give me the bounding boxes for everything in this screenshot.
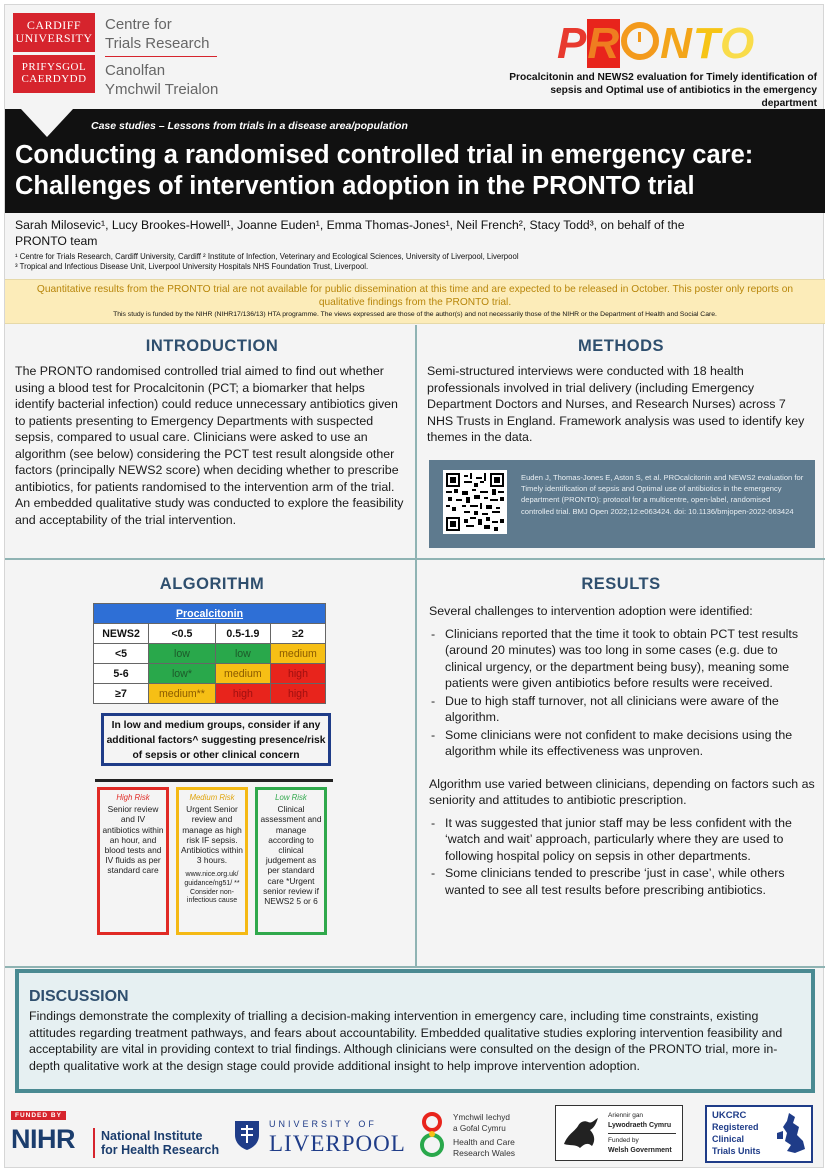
centre-line4: Ymchwil Treialon xyxy=(105,81,219,98)
results-list-2 xyxy=(429,815,815,899)
risk-cell: medium xyxy=(215,664,270,684)
liverpool-crest-icon xyxy=(233,1119,261,1151)
high-risk-box xyxy=(97,787,169,935)
welsh-line1: Ariennir gan xyxy=(608,1112,644,1119)
centre-line3: Canolfan xyxy=(105,62,166,79)
medium-risk-box xyxy=(176,787,248,935)
medium-risk-text: Urgent Senior review and manage as high risk IF sepsis. Antibiotics within 3 hours. xyxy=(181,804,243,866)
results-para2: Algorithm use varied between clinicians, depending on factors such as seniority and attitudes to antibiotic prescription. xyxy=(429,776,815,807)
methods-heading: METHODS xyxy=(578,337,664,355)
hcrw-line4: Research Wales xyxy=(453,1148,516,1158)
risk-cell: high xyxy=(215,684,270,704)
column-header: <0.5 xyxy=(149,624,216,644)
notice-text: Quantitative results from the PRONTO trial are not available for public dissemination at this time and are expected to be released in October. This poster only reports on qualitative findings from the PRONTO trial. xyxy=(36,284,794,308)
results-list-1 xyxy=(429,626,815,760)
authors xyxy=(15,217,815,249)
centre-line1: Centre for xyxy=(105,16,172,33)
welsh-line4: Welsh Government xyxy=(608,1147,672,1154)
cardiff-university-logo xyxy=(13,13,95,93)
medium-risk-note: www.nice.org.uk/ guidance/ng51/ ** Consider non-infectious cause xyxy=(184,871,240,905)
centre-divider xyxy=(105,56,217,57)
title-line2: Challenges of intervention adoption in the PRONTO trial xyxy=(15,172,695,200)
column-header: ≥2 xyxy=(270,624,325,644)
list-item: - Clinicians reported that the time it took to obtain PCT test results (around 20 minutes) was too long in some cases (e.g. due to clinical urgency, or the department being busy), meaning some patients were given antibiotics before results were received. xyxy=(429,626,815,692)
funding-statement: This study is funded by the NIHR (NIHR17/136/13) HTA programme. The views expressed are those of the author(s) and not necessarily those of the NIHR or the Department of Health and Social Care. xyxy=(113,311,717,318)
qr-code[interactable] xyxy=(443,470,507,534)
introduction-body: The PRONTO randomised controlled trial aimed to find out whether using a blood test for Procalcitonin (PCT; a biomarker that helps identify bacterial infection) could reduce unnecessary antibiotics given to patients presenting to Emergency Departments with suspected sepsis, compared to usual care. Clinicians were asked to use an algorithm (see below) considering the PCT test result alongside other factors (principally NEWS2 score) when deciding whether to prescribe antibiotics, for patients randomised to the intervention arm of the trial. An embedded qualitative study was conducted to explore the feasibility and acceptability of the trial intervention. xyxy=(15,364,404,527)
nihr-logo xyxy=(9,1109,225,1163)
affiliation-1: ¹ Centre for Trials Research, Cardiff University, Cardiff ² Institute of Infection, Veterinary and Ecological Sciences, University of Liverpool, Liverpool xyxy=(15,252,519,261)
risk-cell: low xyxy=(149,644,216,664)
header-notch xyxy=(21,109,73,137)
welsh-line2: Lywodraeth Cymru xyxy=(608,1122,672,1129)
pronto-logo: PR NTO xyxy=(557,19,756,68)
column-divider-top xyxy=(415,325,417,559)
ukcrc-line4: Trials Units xyxy=(712,1146,761,1156)
cardiff-logo-bottom: PRIFYSGOL CAERDYDD xyxy=(13,55,95,93)
table-row xyxy=(94,684,326,704)
case-study-subtitle: Case studies – Lessons from trials in a disease area/population xyxy=(91,120,408,132)
hcrw-line3: Health and Care xyxy=(453,1137,515,1147)
liverpool-logo xyxy=(233,1115,405,1161)
ukcrc-logo xyxy=(705,1105,813,1163)
row-label: 5-6 xyxy=(94,664,149,684)
discussion-body: Findings demonstrate the complexity of trialling a decision-making intervention in emergency care, including time constraints, existing attitudes regarding treatment pathways, and fears about accountability. Embedded qualitative studies exploring intervention feasibility and acceptability are vital in providing context to trial findings. Although clinicians were consulted on the design of the PRONTO trial, more in-depth qualitative work at the design stage could provide additional insight to help improve intervention adoption. xyxy=(29,1009,783,1073)
table-title: Procalcitonin xyxy=(94,604,326,624)
low-risk-text: Clinical assessment and manage according to clinical judgement as per standard care *Urgent senior review if NEWS2 5 or 6 xyxy=(260,804,322,907)
authors-line2: PRONTO team xyxy=(15,234,98,248)
citation-box xyxy=(429,460,815,548)
results-heading: RESULTS xyxy=(581,575,661,593)
clock-icon xyxy=(621,22,659,60)
methods-body: Semi-structured interviews were conducted with 18 health professionals involved in trial delivery (including Emergency Department Doctors and Nurses, and Research Nurses) across 7 NHS Trusts in England. Framework analysis was used to identify key themes in the data. xyxy=(427,364,805,444)
hcrw-line1: Ymchwil Iechyd xyxy=(453,1113,510,1122)
ukcrc-line1: UKCRC xyxy=(712,1110,747,1121)
welsh-dragon-icon xyxy=(560,1114,602,1152)
column-divider-bottom xyxy=(415,559,417,967)
ukcrc-line3: Clinical xyxy=(712,1134,745,1144)
nihr-text-1: National Institute xyxy=(101,1129,203,1143)
introduction-heading: INTRODUCTION xyxy=(145,337,279,355)
poster-title xyxy=(15,140,815,202)
cardiff-logo-top: CARDIFF UNIVERSITY xyxy=(13,13,95,52)
liverpool-wordmark: LIVERPOOL xyxy=(269,1131,406,1156)
column-header: 0.5-1.9 xyxy=(215,624,270,644)
risk-cell: low xyxy=(215,644,270,664)
poster xyxy=(4,4,824,1168)
low-risk-label: Low Risk xyxy=(275,793,307,802)
nihr-wordmark: NIHR xyxy=(11,1124,75,1154)
algorithm-heading: ALGORITHM xyxy=(159,575,265,593)
low-risk-box xyxy=(255,787,327,935)
uk-map-icon xyxy=(773,1111,809,1157)
results-body xyxy=(429,603,815,899)
nihr-text-2: for Health Research xyxy=(101,1143,220,1157)
row-divider-bottom xyxy=(5,966,825,968)
list-item: - Some clinicians tended to prescribe ‘just in case’, while others wanted to see all test results before prescribing antibiotics. xyxy=(429,865,815,898)
column-header: NEWS2 xyxy=(94,624,149,644)
list-item: - Due to high staff turnover, not all clinicians were aware of the algorithm. xyxy=(429,693,815,726)
discussion-heading: DISCUSSION xyxy=(29,988,129,1005)
results-intro: Several challenges to intervention adoption were identified: xyxy=(429,604,753,618)
hcrw-figure-icon xyxy=(419,1109,445,1161)
centre-line2: Trials Research xyxy=(105,35,210,52)
algorithm-note: In low and medium groups, consider if any additional factors^ suggesting presence/risk of sepsis or other clinical concern xyxy=(101,713,331,766)
liverpool-top: UNIVERSITY OF xyxy=(269,1119,377,1129)
row-label: ≥7 xyxy=(94,684,149,704)
authors-line1: Sarah Milosevic¹, Lucy Brookes-Howell¹, Joanne Euden¹, Emma Thomas-Jones¹, Neil French², Stacy Todd³, on behalf of the xyxy=(15,218,685,232)
affiliations xyxy=(15,252,815,272)
table-row xyxy=(94,664,326,684)
welsh-government-logo xyxy=(555,1105,683,1161)
algorithm-table xyxy=(93,603,326,704)
risk-cell: high xyxy=(270,684,325,704)
welsh-line3: Funded by xyxy=(608,1137,639,1144)
citation-text: Euden J, Thomas-Jones E, Aston S, et al. PROcalcitonin and NEWS2 evaluation for Timely identification of sepsis and Optimal use of antibiotics in the emergency department (PRONTO): protocol for a multicentre, open-label, randomised controlled trial. BMJ Open 2022;12:e063424. doi: 10.1136/bmjopen-2022-063424 xyxy=(521,473,804,516)
risk-cell: low* xyxy=(149,664,216,684)
hcrw-line2: a Gofal Cymru xyxy=(453,1124,506,1133)
ukcrc-line2: Registered xyxy=(712,1122,759,1132)
welsh-divider xyxy=(608,1133,676,1134)
risk-cell: high xyxy=(270,664,325,684)
affiliation-2: ³ Tropical and Infectious Disease Unit, Liverpool University Hospitals NHS Foundation Trust, Liverpool. xyxy=(15,262,369,271)
nihr-divider xyxy=(93,1128,95,1158)
nihr-funded-by: FUNDED BY xyxy=(11,1111,66,1120)
medium-risk-label: Medium Risk xyxy=(189,793,235,802)
high-risk-text: Senior review and IV antibiotics within an hour, and blood tests and IV fluids as per standard care xyxy=(102,804,164,876)
pronto-subtitle: Procalcitonin and NEWS2 evaluation for Timely identification of sepsis and Optimal use of antibiotics in the emergency department xyxy=(509,72,817,109)
qr-code-icon xyxy=(446,473,504,531)
table-row xyxy=(94,644,326,664)
risk-cell: medium xyxy=(270,644,325,664)
risk-cell: medium** xyxy=(149,684,216,704)
row-label: <5 xyxy=(94,644,149,664)
centre-name xyxy=(105,15,218,99)
algorithm-rule xyxy=(95,779,333,782)
title-line1: Conducting a randomised controlled trial in emergency care: xyxy=(15,141,754,169)
high-risk-label: High Risk xyxy=(116,793,150,802)
list-item: - It was suggested that junior staff may be less confident with the ‘watch and wait’ approach, particularly where they are used to following hospital policy on sepsis in other departments. xyxy=(429,815,815,865)
health-care-research-wales-logo xyxy=(417,1109,547,1163)
list-item: - Some clinicians were not confident to make decisions using the algorithm while its effectiveness was unproven. xyxy=(429,727,815,760)
